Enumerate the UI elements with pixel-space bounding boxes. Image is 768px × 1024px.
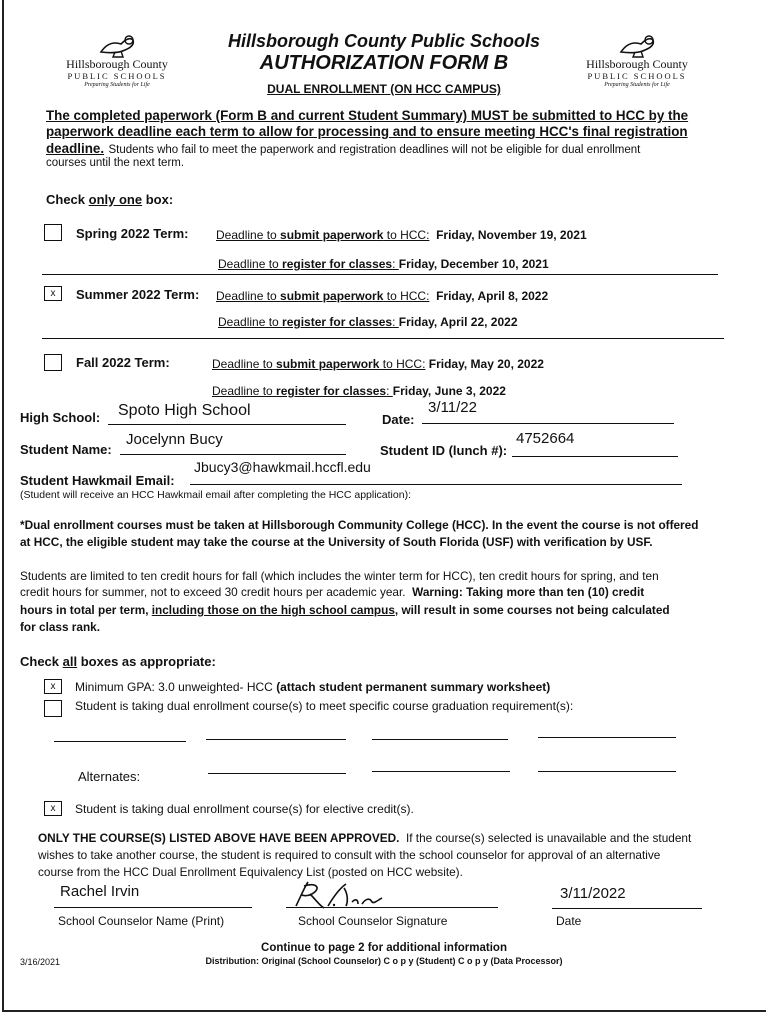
summer-paper-deadline: Deadline to submit paperwork to HCC: Friday, April 8, 2022 — [216, 289, 549, 303]
alternates-label: Alternates: — [78, 769, 141, 784]
counselor-signature[interactable] — [290, 880, 410, 910]
fall-paper-deadline: Deadline to submit paperwork to HCC: Friday, May 20, 2022 — [212, 357, 544, 371]
spring-checkbox[interactable] — [44, 224, 62, 241]
intro-rest1: Students who fail to meet the paperwork and registration deadlines will not be eligible for dual enrollment — [108, 144, 641, 156]
notice2-line3: hours in total per term, including those on the high school campus, will result in some courses not being calculated — [20, 603, 670, 617]
gpa-checkbox[interactable]: x — [44, 679, 62, 694]
student-id-label: Student ID (lunch #): — [380, 443, 508, 458]
course-line-1[interactable] — [54, 741, 186, 742]
fall-checkbox[interactable] — [44, 354, 62, 371]
approval-line1: ONLY THE COURSE(S) LISTED ABOVE HAVE BEEN APPROVED. If the course(s) selected is unavailable and the student — [38, 831, 692, 845]
grad-req-text: Student is taking dual enrollment course(s) to meet specific course graduation requirement(s): — [75, 699, 574, 713]
logo-line1: Hillsborough County — [66, 57, 168, 71]
approval-line2: wishes to take another course, the student is required to consult with the school counselor for approval of an alternative — [38, 848, 661, 862]
course-line-2[interactable] — [206, 739, 346, 740]
summer-reg-deadline: Deadline to register for classes: Friday, April 22, 2022 — [218, 315, 518, 329]
summer-label: Summer 2022 Term: — [76, 287, 200, 302]
student-name-line — [120, 454, 346, 455]
alternate-line-1[interactable] — [208, 773, 346, 774]
logo-line2: PUBLIC SCHOOLS — [67, 71, 167, 81]
counselor-date-line — [552, 908, 702, 909]
approval-line3: course from the HCC Dual Enrollment Equivalency List (posted on HCC website). — [38, 865, 463, 879]
spring-reg-deadline: Deadline to register for classes: Friday, December 10, 2021 — [218, 257, 549, 271]
form-subtitle: DUAL ENROLLMENT (ON HCC CAMPUS) — [267, 82, 501, 96]
distribution-note: Distribution: Original (School Counselor) C o p y (Student) C o p y (Data Processor) — [205, 956, 563, 966]
counselor-name-line — [54, 907, 252, 908]
intro-line2: paperwork deadline each term to allow for processing and to ensure meeting HCC's final registration — [46, 124, 688, 139]
alternate-line-3[interactable] — [538, 771, 676, 772]
course-line-3[interactable] — [372, 739, 508, 740]
intro-line4: courses until the next term. — [46, 157, 185, 169]
scan-edge-bottom — [2, 1010, 766, 1012]
alternate-line-2[interactable] — [372, 771, 510, 772]
notice1-line1: *Dual enrollment courses must be taken at Hillsborough Community College (HCC). In the event the course is not offered — [20, 518, 699, 532]
intro-deadline: deadline. — [46, 141, 105, 156]
logo-line3: Preparing Students for Life — [84, 82, 150, 88]
spring-label: Spring 2022 Term: — [76, 226, 189, 241]
continue-note: Continue to page 2 for additional information — [261, 942, 507, 954]
counselor-name-value[interactable]: Rachel Irvin — [60, 883, 140, 900]
notice1-line2: at HCC, the eligible student may take the course at the University of South Florida (USF) with verification by USF. — [20, 535, 653, 549]
date-line — [422, 423, 674, 424]
student-name-label: Student Name: — [20, 442, 112, 457]
check-all-heading: Check all boxes as appropriate: — [20, 654, 216, 669]
revision-date: 3/16/2021 — [20, 957, 61, 967]
intro-line1: The completed paperwork (Form B and current Student Summary) MUST be submitted to HCC by the — [46, 108, 689, 123]
fall-label: Fall 2022 Term: — [76, 355, 170, 370]
counselor-name-label: School Counselor Name (Print) — [58, 914, 225, 928]
check-one-heading: Check only one box: — [46, 192, 174, 207]
summer-checkbox[interactable]: x — [44, 286, 62, 301]
student-id-line — [512, 456, 678, 457]
grad-req-checkbox[interactable] — [44, 700, 62, 717]
date-value[interactable]: 3/11/22 — [428, 399, 477, 416]
email-label: Student Hawkmail Email: — [20, 473, 175, 488]
date-label: Date: — [382, 412, 415, 427]
spring-paper-deadline: Deadline to submit paperwork to HCC: Friday, November 19, 2021 — [216, 228, 587, 242]
gpa-text: Minimum GPA: 3.0 unweighted- HCC (attach student permanent summary worksheet) — [75, 680, 551, 694]
signature-line — [286, 907, 498, 908]
notice2-line2: credit hours for summer, not to exceed 30 credit hours per academic year. Warning: Taking more than ten (10) credit — [20, 585, 645, 599]
counselor-date-label: Date — [556, 914, 582, 928]
logo-line2: PUBLIC SCHOOLS — [587, 71, 687, 81]
form-title: AUTHORIZATION FORM B — [259, 52, 509, 74]
student-name-value[interactable]: Jocelynn Bucy — [126, 431, 223, 448]
course-line-4[interactable] — [538, 737, 676, 738]
email-line — [190, 484, 682, 485]
fall-reg-deadline: Deadline to register for classes: Friday, June 3, 2022 — [212, 384, 506, 398]
logo-line3: Preparing Students for Life — [604, 82, 670, 88]
intro-line3 — [46, 140, 640, 158]
org-title: Hillsborough County Public Schools — [227, 31, 540, 51]
notice2-line1: Students are limited to ten credit hours for fall (which includes the winter term for HCC), ten credit hours for spring, and ten — [20, 569, 659, 583]
student-id-value[interactable]: 4752664 — [516, 430, 575, 447]
divider — [42, 274, 718, 275]
notice2-line4: for class rank. — [20, 620, 100, 634]
high-school-value[interactable]: Spoto High School — [118, 402, 251, 419]
scan-edge-left — [2, 0, 4, 1012]
high-school-label: High School: — [20, 410, 101, 425]
email-value[interactable]: Jbucy3@hawkmail.hccfl.edu — [194, 459, 371, 475]
email-note: (Student will receive an HCC Hawkmail email after completing the HCC application): — [20, 489, 411, 501]
high-school-line — [108, 424, 346, 425]
divider — [42, 338, 724, 339]
signature-label: School Counselor Signature — [298, 914, 448, 928]
logo-line1: Hillsborough County — [586, 57, 688, 71]
elective-checkbox[interactable]: x — [44, 801, 62, 816]
counselor-date-value[interactable]: 3/11/2022 — [560, 885, 626, 902]
elective-text: Student is taking dual enrollment course(s) for elective credit(s). — [75, 802, 414, 816]
